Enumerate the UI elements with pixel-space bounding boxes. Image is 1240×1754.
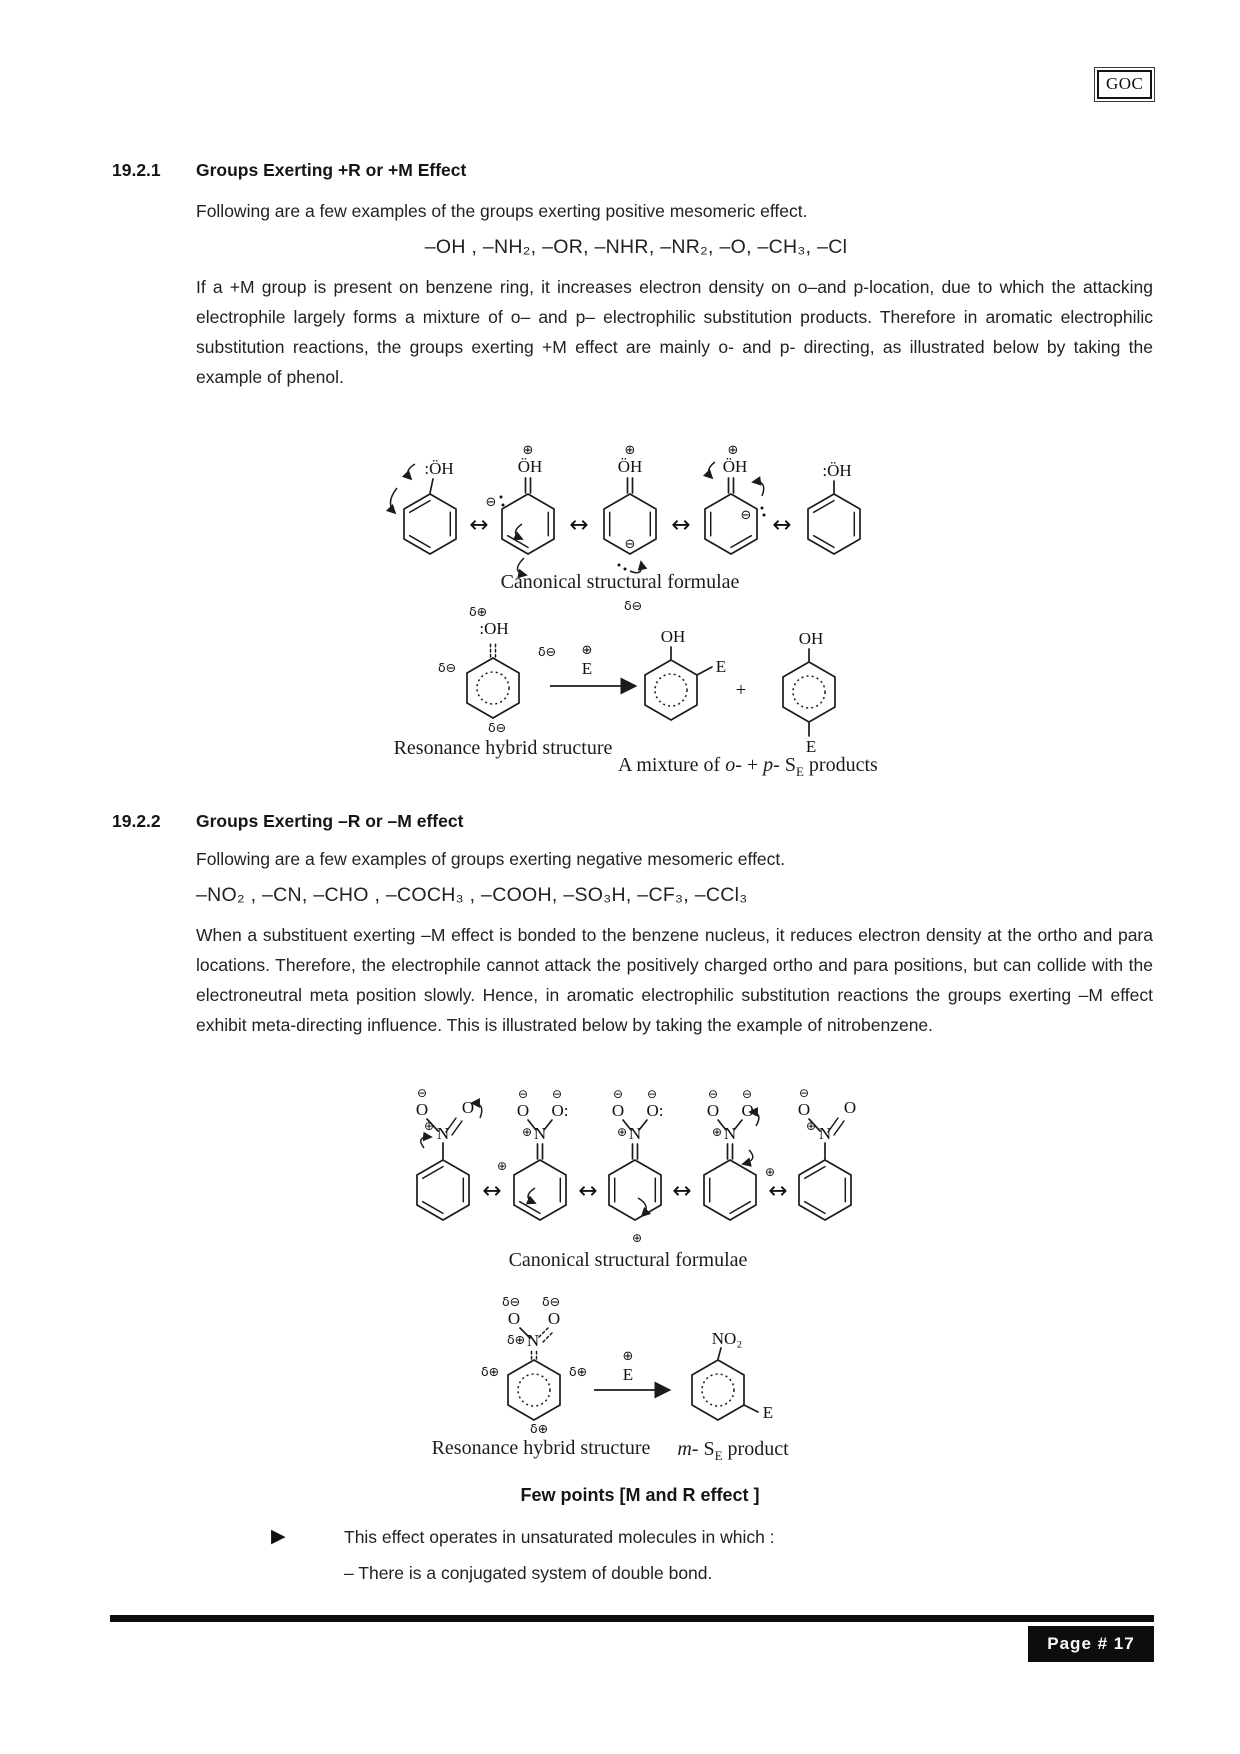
figure-phenol-hybrid xyxy=(390,592,900,760)
resonance-arrow-icon: ↔ xyxy=(768,1178,788,1204)
curved-arrow-icon xyxy=(638,1198,646,1216)
phenol-hybrid-structure xyxy=(438,604,519,735)
hydroxyl-label: ÖH xyxy=(617,457,643,476)
phenol-structure-3 xyxy=(604,443,656,573)
phenol-structure-2 xyxy=(486,443,554,575)
nitrogen-label: N xyxy=(723,1124,737,1143)
benzene-ring xyxy=(705,494,757,554)
electrophile-label: E xyxy=(805,737,817,756)
figure-nitro-canonical xyxy=(392,1080,870,1248)
nitrogen-label: N xyxy=(628,1124,642,1143)
nitro-hybrid-structure xyxy=(481,1294,587,1436)
section-1-number: 19.2.1 xyxy=(112,160,161,180)
nitro-structure-4 xyxy=(704,1087,775,1220)
nitro-group-label: NO₂ xyxy=(711,1329,743,1348)
delta-minus-label: δ⊖ xyxy=(501,1294,521,1309)
curved-arrow-icon xyxy=(408,464,415,479)
figure-phenol-mixture-label xyxy=(618,754,918,780)
oxygen-label: O: xyxy=(646,1101,664,1120)
aromatic-dotted-circle xyxy=(655,674,687,706)
plus-charge-label: ⊕ xyxy=(581,643,593,658)
delta-plus-label: δ⊕ xyxy=(568,1364,588,1379)
plus-charge-label: ⊕ xyxy=(616,1125,628,1139)
figure-phenol-canonical-caption: Canonical structural formulae xyxy=(500,571,740,593)
figure-phenol-canonical xyxy=(390,436,870,568)
delta-minus-label: δ⊖ xyxy=(437,660,457,675)
aromatic-dotted-circle xyxy=(477,672,509,704)
delta-minus-label: δ⊖ xyxy=(487,720,507,735)
minus-charge-label: ⊖ xyxy=(740,508,752,523)
section-1-title: Groups Exerting +R or +M Effect xyxy=(196,160,467,180)
oxygen-label: O xyxy=(706,1101,720,1120)
figure-nitro-hybrid-caption: Resonance hybrid structure xyxy=(431,1437,651,1459)
hydroxyl-label: OH xyxy=(798,629,824,648)
plus-charge-label: ⊕ xyxy=(631,1231,643,1245)
corner-tag-goc xyxy=(1097,70,1152,99)
nitrogen-label: N xyxy=(436,1124,450,1143)
plus-charge-label: ⊕ xyxy=(622,1349,634,1364)
electrophile-label: E xyxy=(715,657,727,676)
corner-tag-label: GOC xyxy=(1106,74,1144,93)
resonance-arrow-icon: ↔ xyxy=(672,1178,692,1204)
oxygen-label: O xyxy=(797,1100,811,1119)
few-points-title: Few points [M and R effect ] xyxy=(520,1485,760,1505)
few-points-sub-item: – There is a conjugated system of double bond. xyxy=(344,1563,713,1583)
section-2-formula: –NO₂ , –CN, –CHO , –COCH₃ , –COOH, –SO₃H, –CF₃, –CCl₃ xyxy=(196,884,748,906)
benzene-ring xyxy=(514,1160,566,1220)
footer-divider xyxy=(110,1615,1154,1622)
benzene-ring xyxy=(417,1160,469,1220)
aromatic-dotted-circle xyxy=(793,676,825,708)
oxygen-label: O xyxy=(461,1098,475,1117)
oxygen-label: O xyxy=(415,1100,429,1119)
oxygen-label: O xyxy=(547,1309,561,1328)
product-label-s: S xyxy=(698,1438,715,1460)
ortho-product-structure xyxy=(645,627,726,720)
resonance-arrow-icon: ↔ xyxy=(772,512,792,538)
section-2-intro: Following are a few examples of groups exerting negative mesomeric effect. xyxy=(196,849,786,869)
benzene-ring xyxy=(692,1360,744,1420)
phenol-structure-1 xyxy=(390,459,456,554)
section-1-intro: Following are a few examples of the groups exerting positive mesomeric effect. xyxy=(196,201,808,221)
product-label-s-sub: E xyxy=(714,1448,723,1463)
benzene-ring xyxy=(467,658,519,718)
hydroxyl-label: ÖH xyxy=(722,457,748,476)
nitro-structure-1 xyxy=(416,1086,482,1220)
nitro-structure-3 xyxy=(609,1087,664,1245)
few-points-item: This effect operates in unsaturated molecules in which : xyxy=(344,1527,775,1547)
resonance-arrow-icon: ↔ xyxy=(569,512,589,538)
mixture-label-para: p- xyxy=(763,754,780,776)
delta-plus-label: δ⊕ xyxy=(480,1364,500,1379)
plus-charge-label: ⊕ xyxy=(496,1159,508,1173)
plus-charge-label: ⊕ xyxy=(624,443,636,458)
plus-sign-label: + xyxy=(735,680,747,701)
nitrogen-label: N xyxy=(526,1331,540,1350)
mixture-label-suffix: products xyxy=(803,754,878,776)
curved-arrow-icon xyxy=(421,1137,431,1148)
nitro-structure-2 xyxy=(497,1087,569,1220)
section-1-body: If a +M group is present on benzene ring, it increases electron density on o–and p-location, due to which the attacking electrophile largely forms a mixture of o– and p– electrophilic substitution products. Therefore in aromatic electrophilic substitution reactions, the groups exerting +M effect are mainly o- and p- directing, as illustrated below by taking the example of phenol. xyxy=(196,277,1153,387)
plus-charge-label: ⊕ xyxy=(727,443,739,458)
minus-charge-label: ⊖ xyxy=(551,1087,563,1101)
product-label-meta: m- xyxy=(677,1438,699,1460)
figure-nitro-canonical-caption: Canonical structural formulae xyxy=(508,1249,748,1271)
figure-phenol-hybrid-caption: Resonance hybrid structure xyxy=(393,737,613,759)
electrophile-label: E xyxy=(762,1403,774,1422)
benzene-ring xyxy=(508,1360,560,1420)
mixture-label-ortho: o- xyxy=(725,754,742,776)
minus-charge-label: ⊖ xyxy=(624,537,636,552)
resonance-arrow-icon: ↔ xyxy=(469,512,489,538)
mixture-label-plus: + xyxy=(741,754,764,776)
delta-plus-label: δ⊕ xyxy=(506,1332,526,1347)
plus-charge-label: ⊕ xyxy=(521,1125,533,1139)
curved-arrow-icon xyxy=(709,462,715,478)
hydroxyl-label: OH xyxy=(660,627,686,646)
minus-charge-label: ⊖ xyxy=(707,1087,719,1101)
minus-charge-label: ⊖ xyxy=(612,1087,624,1101)
oxygen-label: O xyxy=(516,1101,530,1120)
mixture-label-prefix: A mixture of xyxy=(618,754,726,776)
minus-charge-label: ⊖ xyxy=(416,1086,428,1100)
figure-nitro-hybrid xyxy=(430,1292,798,1438)
hydroxyl-label: :ÖH xyxy=(424,459,454,478)
hydroxyl-label: :OH xyxy=(479,619,509,638)
curved-arrow-icon xyxy=(743,1150,753,1164)
delta-minus-label: δ⊖ xyxy=(537,644,557,659)
phenol-structure-5 xyxy=(808,461,860,554)
curved-arrow-icon xyxy=(528,1188,535,1203)
minus-charge-label: ⊖ xyxy=(798,1086,810,1100)
hydroxyl-label: ÖH xyxy=(517,457,543,476)
curved-arrow-icon xyxy=(753,482,764,496)
electrophile-label: E xyxy=(581,659,593,678)
mixture-label-s: S xyxy=(779,754,796,776)
minus-charge-label: ⊖ xyxy=(741,1087,753,1101)
oxygen-label: O: xyxy=(551,1101,569,1120)
plus-charge-label: ⊕ xyxy=(711,1125,723,1139)
benzene-ring xyxy=(783,662,835,722)
oxygen-label: O xyxy=(843,1098,857,1117)
resonance-arrow-icon: ↔ xyxy=(671,512,691,538)
nitrogen-label: N xyxy=(533,1124,547,1143)
minus-charge-label: ⊖ xyxy=(517,1087,529,1101)
meta-product-structure xyxy=(692,1329,773,1422)
hydroxyl-label: :ÖH xyxy=(822,461,852,480)
benzene-ring xyxy=(609,1160,661,1220)
plus-charge-label: ⊕ xyxy=(764,1165,776,1179)
section-2-number: 19.2.2 xyxy=(112,811,161,831)
resonance-arrow-icon: ↔ xyxy=(578,1178,598,1204)
benzene-ring xyxy=(404,494,456,554)
plus-charge-label: ⊕ xyxy=(522,443,534,458)
minus-charge-label: ⊖ xyxy=(646,1087,658,1101)
section-2-body: When a substituent exerting –M effect is bonded to the benzene nucleus, it reduces electron density at the ortho and para locations. Therefore, the electrophile cannot attack the positively charged ortho and para positions, but can collide with the electroneutral meta position slowly. Hence, in aromatic electrophilic substitution reactions the groups exerting –M effect exhibit meta-directing influence. This is illustrated below by taking the example of nitrobenzene. xyxy=(196,925,1153,1035)
mixture-label-s-sub: E xyxy=(795,764,804,779)
oxygen-label: O xyxy=(507,1309,521,1328)
curved-arrow-icon xyxy=(390,488,397,513)
oxygen-label: O xyxy=(611,1101,625,1120)
section-2-title: Groups Exerting –R or –M effect xyxy=(196,811,464,831)
para-product-structure xyxy=(783,629,835,756)
electrophile-label: E xyxy=(622,1365,634,1384)
nitro-structure-5 xyxy=(798,1086,856,1220)
benzene-ring xyxy=(502,494,554,554)
nitrogen-label: N xyxy=(818,1124,832,1143)
minus-charge-label: ⊖ xyxy=(485,495,497,510)
phenol-structure-4 xyxy=(705,443,766,554)
benzene-ring xyxy=(799,1160,851,1220)
figure-nitro-product-label xyxy=(658,1438,808,1464)
aromatic-dotted-circle xyxy=(518,1374,550,1406)
delta-plus-label: δ⊕ xyxy=(468,604,488,619)
curved-arrow-icon xyxy=(516,524,523,539)
plus-charge-label: ⊕ xyxy=(805,1119,817,1133)
benzene-ring xyxy=(704,1160,756,1220)
section-1-formula: –OH , –NH₂, –OR, –NHR, –NR₂, –O, –CH₃, –Cl xyxy=(424,236,848,258)
plus-charge-label: ⊕ xyxy=(423,1119,435,1133)
delta-minus-label: δ⊖ xyxy=(623,598,643,613)
benzene-ring xyxy=(808,494,860,554)
delta-minus-label: δ⊖ xyxy=(541,1294,561,1309)
bullet-triangle-icon: ▶ xyxy=(271,1526,286,1547)
benzene-ring xyxy=(645,660,697,720)
product-label-suffix: product xyxy=(722,1438,789,1460)
resonance-arrow-icon: ↔ xyxy=(482,1178,502,1204)
oxygen-label: O: xyxy=(741,1101,759,1120)
footer-page-label: Page # 17 xyxy=(1047,1634,1135,1653)
footer-page-badge xyxy=(1028,1626,1154,1662)
delta-plus-label: δ⊕ xyxy=(529,1421,549,1436)
aromatic-dotted-circle xyxy=(702,1374,734,1406)
